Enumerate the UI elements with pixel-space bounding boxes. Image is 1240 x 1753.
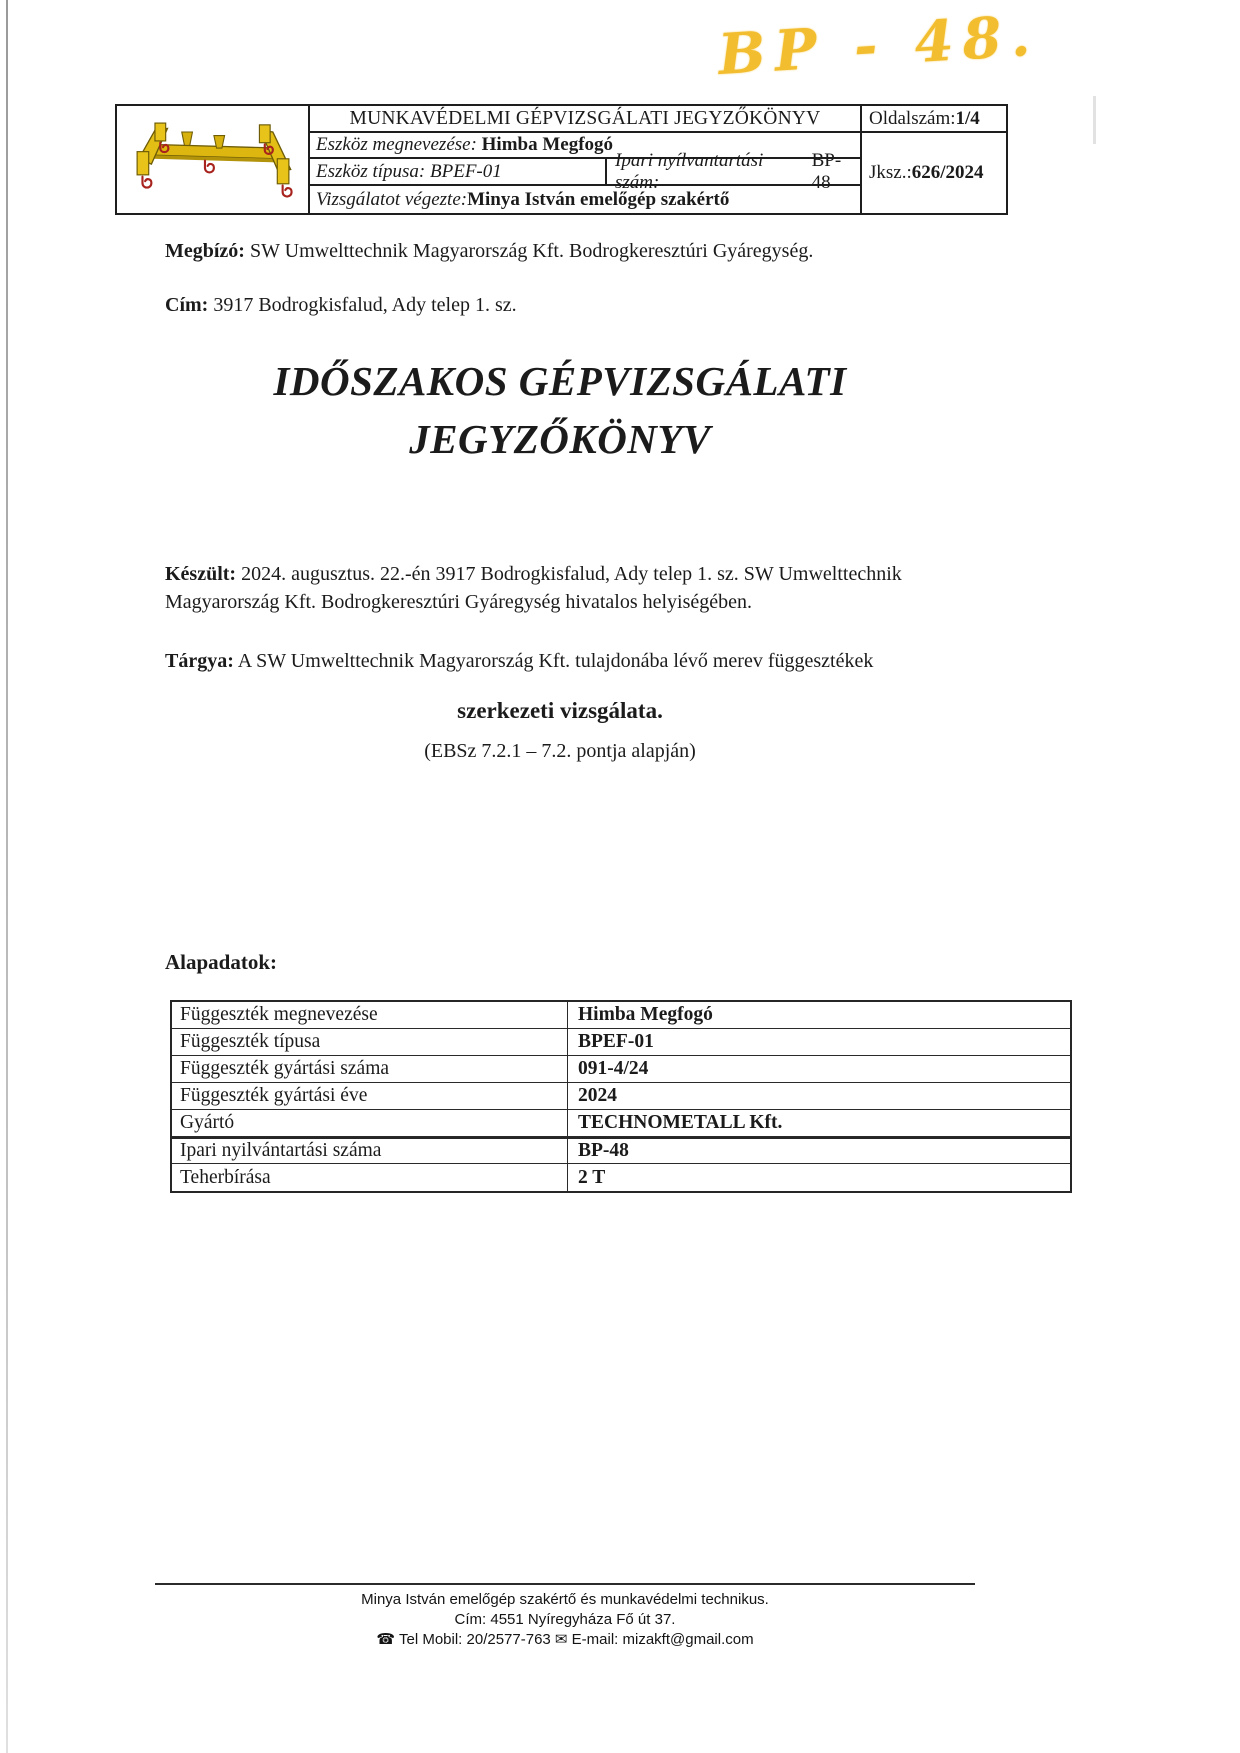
jksz-cell: [862, 133, 1006, 213]
inspector-value: Minya István emelőgép szakértő: [467, 188, 730, 210]
table-row: [172, 1029, 1070, 1056]
footer-email-value: mizakft@gmail.com: [622, 1631, 754, 1648]
document-type-title: MUNKAVÉDELMI GÉPVIZSGÁLATI JEGYZŐKÖNYV: [310, 106, 860, 133]
footer-line2: Cím: 4551 Nyíregyháza Fő út 37.: [454, 1611, 676, 1628]
device-type-label: Eszköz típusa:: [316, 160, 426, 182]
row-label: Teherbírása: [172, 1164, 568, 1191]
footer: [155, 1590, 975, 1650]
row-value: 091-4/24: [578, 1058, 649, 1079]
page-number-cell: [862, 106, 1006, 133]
row-value: Himba Megfogó: [578, 1004, 713, 1025]
made-text: 2024. augusztus. 22.-én 3917 Bodrogkisfalud, Ady telep 1. sz. SW Umwelttechnik Magyarország Kft. Bodrogkeresztúri Gyáregység hivatalos helyiségében.: [165, 563, 902, 613]
footer-divider: [155, 1583, 975, 1585]
device-name-label: Eszköz megnevezése:: [316, 134, 477, 155]
row-label: Függeszték gyártási éve: [172, 1083, 568, 1109]
row-value: 2024: [578, 1085, 617, 1106]
header-center-column: [310, 106, 862, 213]
footer-line3: [155, 1630, 975, 1650]
footer-phone: Tel Mobil: 20/2577-763: [398, 1631, 551, 1648]
table-row: [172, 1002, 1070, 1029]
header-right-column: [862, 106, 1006, 213]
footer-email-label: E-mail:: [571, 1631, 619, 1648]
main-title-line1: IDŐSZAKOS GÉPVIZSGÁLATI: [273, 358, 847, 404]
main-title: [150, 352, 970, 468]
row-label: Függeszték megnevezése: [172, 1002, 568, 1028]
address-paragraph: [165, 294, 1025, 317]
table-row: [172, 1110, 1070, 1137]
row-value: BPEF-01: [578, 1031, 654, 1052]
header-table: [115, 104, 1008, 215]
scan-artifact: [1093, 96, 1096, 144]
page-number-label: Oldalszám:: [869, 107, 956, 129]
email-icon: ✉: [554, 1631, 568, 1648]
table-row: [172, 1083, 1070, 1110]
made-label: Készült:: [165, 563, 237, 585]
spreader-beam-photo: [123, 107, 303, 213]
phone-icon: ☎: [376, 1631, 396, 1648]
address-label: Cím:: [165, 294, 209, 316]
footer-line1: Minya István emelőgép szakértő és munkavédelmi technikus.: [361, 1591, 769, 1608]
row-label: Gyártó: [172, 1110, 568, 1136]
address-text: 3917 Bodrogkisfalud, Ady telep 1. sz.: [213, 294, 517, 316]
subject-reference-line: (EBSz 7.2.1 – 7.2. pontja alapján): [424, 740, 696, 762]
subject-center-line: szerkezeti vizsgálata.: [457, 698, 663, 723]
client-paragraph: [165, 240, 1025, 263]
page-number-value: 1/4: [955, 107, 980, 129]
client-label: Megbízó:: [165, 240, 245, 262]
device-type-cell: [310, 159, 607, 184]
device-type-row: [310, 149, 860, 193]
subject-text: A SW Umwelttechnik Magyarország Kft. tulajdonába lévő merev függesztékek: [237, 650, 874, 672]
subject-label: Tárgya:: [165, 650, 234, 672]
device-name-value: Himba Megfogó: [481, 134, 614, 155]
registry-cell: [607, 149, 860, 193]
main-title-line2: JEGYZŐKÖNYV: [409, 416, 711, 463]
registry-label: Ipari nyílvantartási szám:: [615, 149, 764, 193]
inspector-label: Vizsgálatot végezte:: [316, 188, 468, 210]
basic-data-heading: Alapadatok:: [165, 950, 278, 974]
scan-edge-line: [6, 0, 8, 1753]
equipment-photo-cell: [117, 106, 310, 213]
made-paragraph: [165, 560, 1010, 616]
row-value: 2 T: [578, 1166, 606, 1188]
device-type-value: BPEF-01: [430, 160, 502, 182]
subject-paragraph: [165, 650, 1025, 673]
row-value: BP-48: [578, 1140, 629, 1161]
registry-value: BP-48: [811, 149, 842, 193]
table-row: [172, 1164, 1070, 1191]
row-label: Ipari nyilvántartási száma: [172, 1139, 568, 1163]
row-label: Függeszték gyártási száma: [172, 1056, 568, 1082]
handwritten-annotation: BP - 48.: [716, 2, 1041, 89]
client-text: SW Umwelttechnik Magyarország Kft. Bodrogkeresztúri Gyáregység.: [249, 240, 814, 262]
row-value: TECHNOMETALL Kft.: [578, 1112, 783, 1133]
table-row: [172, 1137, 1070, 1164]
inspector-row: [310, 186, 860, 213]
row-label: Függeszték típusa: [172, 1029, 568, 1055]
jksz-label: Jksz.:: [869, 162, 912, 183]
basic-data-table: [170, 1000, 1072, 1193]
table-row: [172, 1056, 1070, 1083]
jksz-value: 626/2024: [911, 162, 984, 183]
